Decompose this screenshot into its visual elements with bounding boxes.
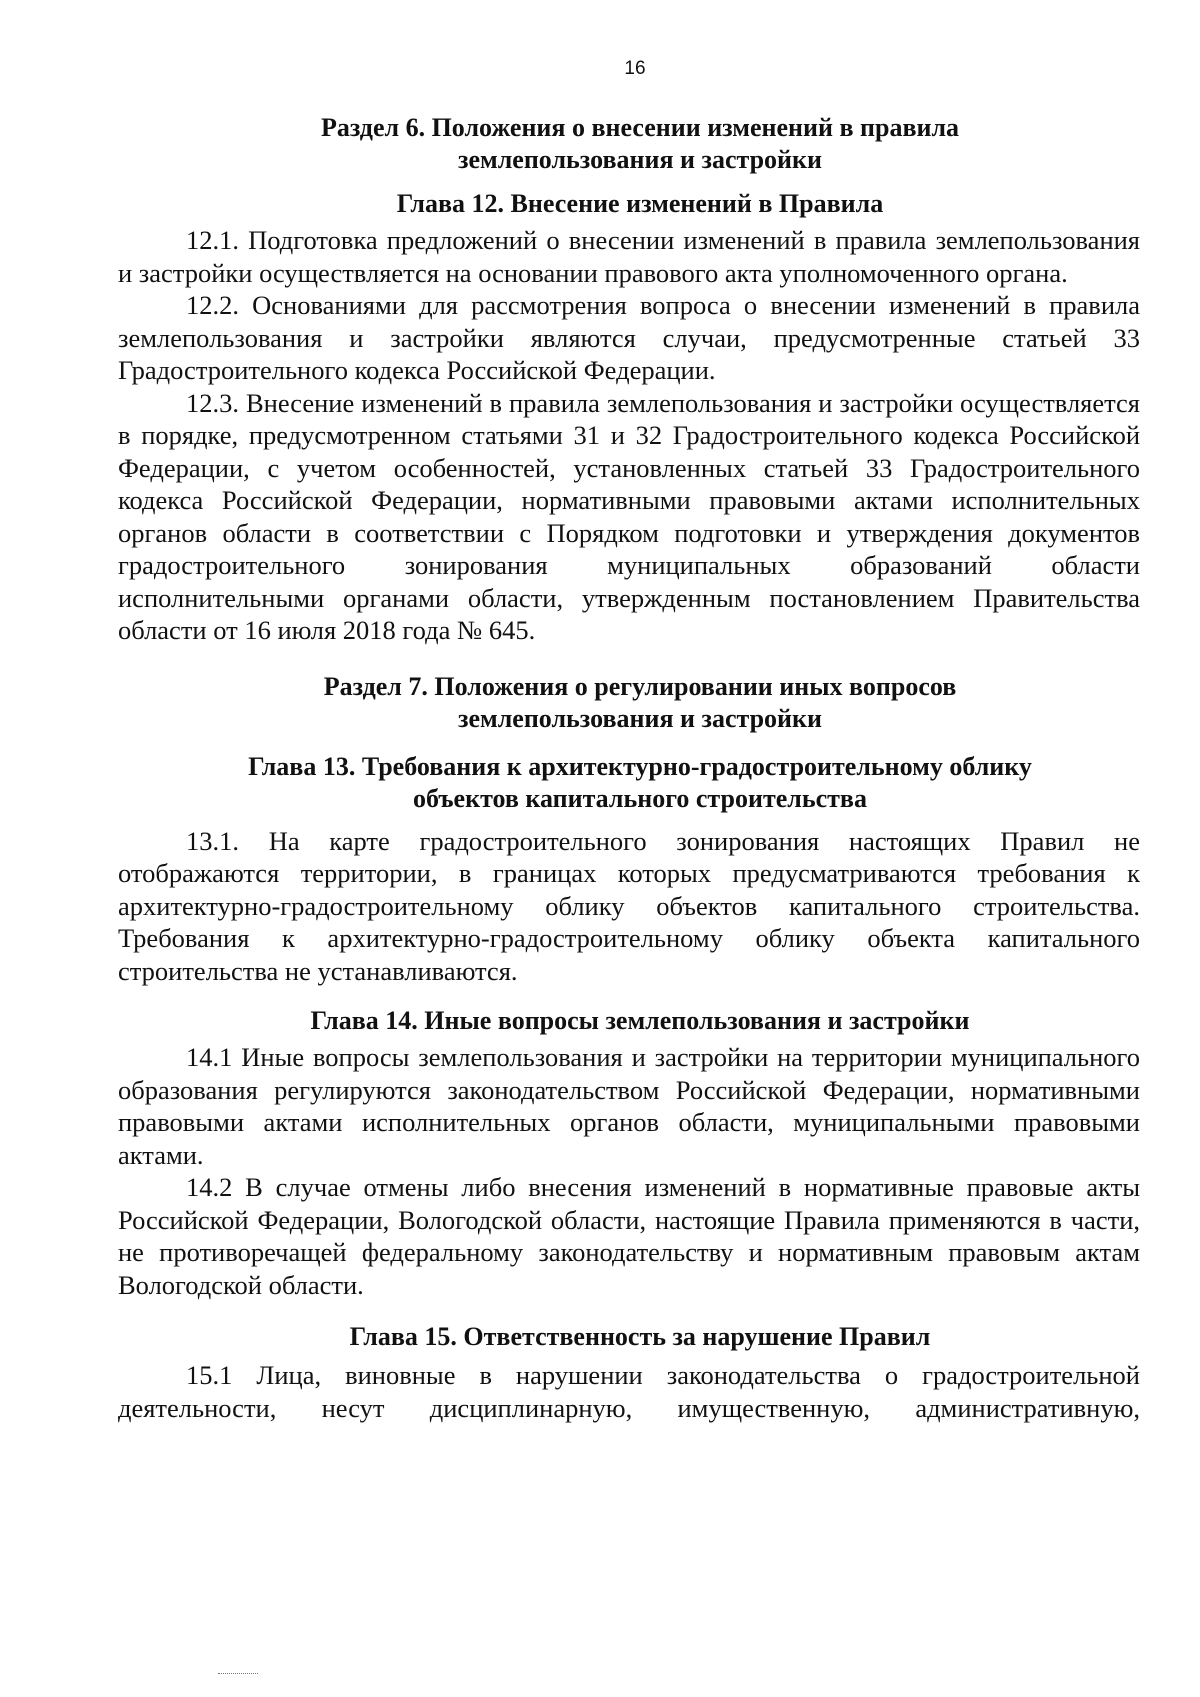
page-number: 16 [624,58,646,79]
chapter-13-title-line1: Глава 13. Требования к архитектурно-градостроительному облику [248,751,1032,781]
paragraph-15-1: 15.1 Лица, виновные в нарушении законодательства о градостроительной деятельности, несут дисциплинарную, имущественную, административную, [118,1360,1140,1423]
chapter-14-heading: Глава 14. Иные вопросы землепользования и застройки [310,1006,970,1035]
section-7-title-line1: Раздел 7. Положения о регулировании иных вопросов [323,671,957,701]
chapter-13-title-line2: объектов капитального строительства [413,783,867,813]
paragraph-14-2: 14.2 В случае отмены либо внесения изменений в нормативные правовые акты Российской Федерации, Вологодской области, настоящие Правила применяются в части, не противоречащей федеральному законодательству и нормативным правовым актам Вологодской области. [118,1172,1140,1300]
paragraph-13-1: 13.1. На карте градостроительного зонирования настоящих Правил не отображаются территории, в границах которых предусматриваются требования к архитектурно-градостроительному облику объектов капитального строительства. Требования к архитектурно-градостроительному облику объекта капитального строительства не устанавливаются. [118,825,1140,986]
scan-artifact [218,1673,258,1677]
section-6-heading [118,112,1140,176]
chapter-15-heading: Глава 15. Ответственность за нарушение Правил [349,1322,931,1351]
chapter-13-heading [118,751,1140,815]
document-body [118,112,1140,1424]
section-7-heading [118,671,1140,735]
chapter-12-heading: Глава 12. Внесение изменений в Правила [396,189,884,218]
section-6-title-line2: землепользования и застройки [458,145,822,174]
section-7-title-line2: землепользования и застройки [458,703,822,733]
section-6-title-line1: Раздел 6. Положения о внесении изменений в правила [320,113,960,142]
paragraph-14-1: 14.1 Иные вопросы землепользования и застройки на территории муниципального образования регулируются законодательством Российской Федерации, нормативными правовыми актами исполнительных органов области, муниципальными правовыми актами. [118,1042,1140,1170]
paragraph-12-2: 12.2. Основаниями для рассмотрения вопроса о внесении изменений в правила землепользования и застройки являются случаи, предусмотренные статьей 33 Градостроительного кодекса Российской Федерации. [118,290,1140,385]
paragraph-12-3: 12.3. Внесение изменений в правила землепользования и застройки осуществляется в порядке, предусмотренном статьями 31 и 32 Градостроительного кодекса Российской Федерации, с учетом особенностей, установленных статьей 33 Градостроительного кодекса Российской Федерации, нормативными правовыми актами исполнительных органов области в соответствии с Порядком подготовки и утверждения документов градостроительного зонирования муниципальных образований области исполнительными органами области, утвержденным постановлением Правительства области от 16 июля 2018 года № 645. [118,387,1140,645]
paragraph-12-1: 12.1. Подготовка предложений о внесении изменений в правила землепользования и застройки осуществляется на основании правового акта уполномоченного органа. [118,225,1140,288]
